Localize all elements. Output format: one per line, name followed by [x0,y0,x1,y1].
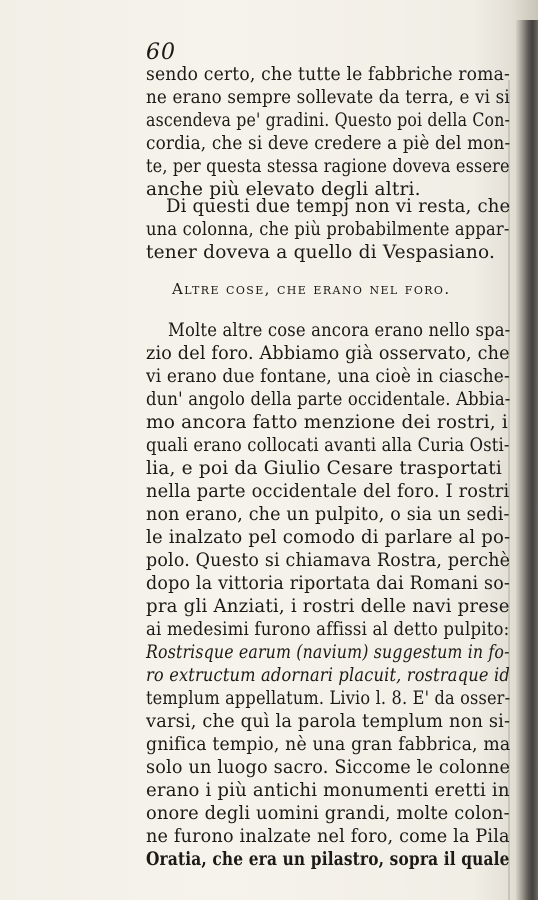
text-line: nella parte occidentale del foro. I rostri [146,481,510,502]
text-line: pra gli Anziati, i rostri delle navi prese [146,596,510,617]
text-line: dopo la vittoria riportata dai Romani so- [146,573,511,594]
text-line: polo. Questo si chiamava Rostra, perchè [146,550,511,571]
page-number: 60 [146,40,176,65]
text-line: ascendeva pe' gradini. Questo poi della Con- [146,110,511,131]
text-line: non erano, che un pulpito, o sia un sedi- [146,504,510,525]
text-line: le inalzato pel comodo di parlare al po- [146,527,511,548]
text-line: templum appellatum. Livio l. 8. E' da osser- [146,688,511,709]
text-line: lia, e poi da Giulio Cesare trasportati [146,458,502,479]
text-line: erano i più antichi monumenti eretti in [146,780,510,801]
text-line: una colonna, che più probabilmente appar- [146,219,510,240]
latin-quote-line: ro extructum adornari placuit, rostraque id [146,665,510,686]
text-line: solo un luogo sacro. Siccome le colonne [146,757,511,778]
text-line: ne furono inalzate nel foro, come la Pila [146,826,510,847]
text-line: zio del foro. Abbiamo già osservato, che [146,343,510,364]
section-heading: Altre cose, che erano nel foro. [172,280,451,298]
text-line: te, per questa stessa ragione doveva essere [146,156,510,177]
text-line: anche più elevato degli altri. [146,179,421,200]
text-line: Oratia, che era un pilastro, sopra il quale [146,849,510,870]
text-line: Di questi due tempj non vi resta, che [166,196,511,217]
text-line: sendo certo, che tutte le fabbriche roma- [146,64,510,85]
text-line: gnifica tempio, nè una gran fabbrica, ma [146,734,511,755]
text-line: dun' angolo della parte occidentale. Abbia- [146,389,511,410]
text-line: tener doveva a quello di Vespasiano. [146,242,496,263]
text-line: onore degli uomini grandi, molte colon- [146,803,510,824]
latin-quote-line: Rostrisque earum (navium) suggestum in fo- [146,642,510,663]
text-line: cordia, che si deve credere a piè del mon- [146,133,511,154]
text-line: vi erano due fontane, una cioè in ciasche- [146,366,510,387]
text-line: quali erano collocati avanti alla Curia Osti- [146,435,510,456]
page-binding-edge [516,20,538,900]
text-line: varsi, che quì la parola templum non si- [146,711,511,732]
text-line: ne erano sempre sollevate da terra, e vi si [146,87,510,108]
text-line: Molte altre cose ancora erano nello spa- [168,320,511,341]
text-line: mo ancora fatto menzione dei rostri, i [146,412,509,433]
text-line: ai medesimi furono affissi al detto pulpito: [146,619,510,640]
